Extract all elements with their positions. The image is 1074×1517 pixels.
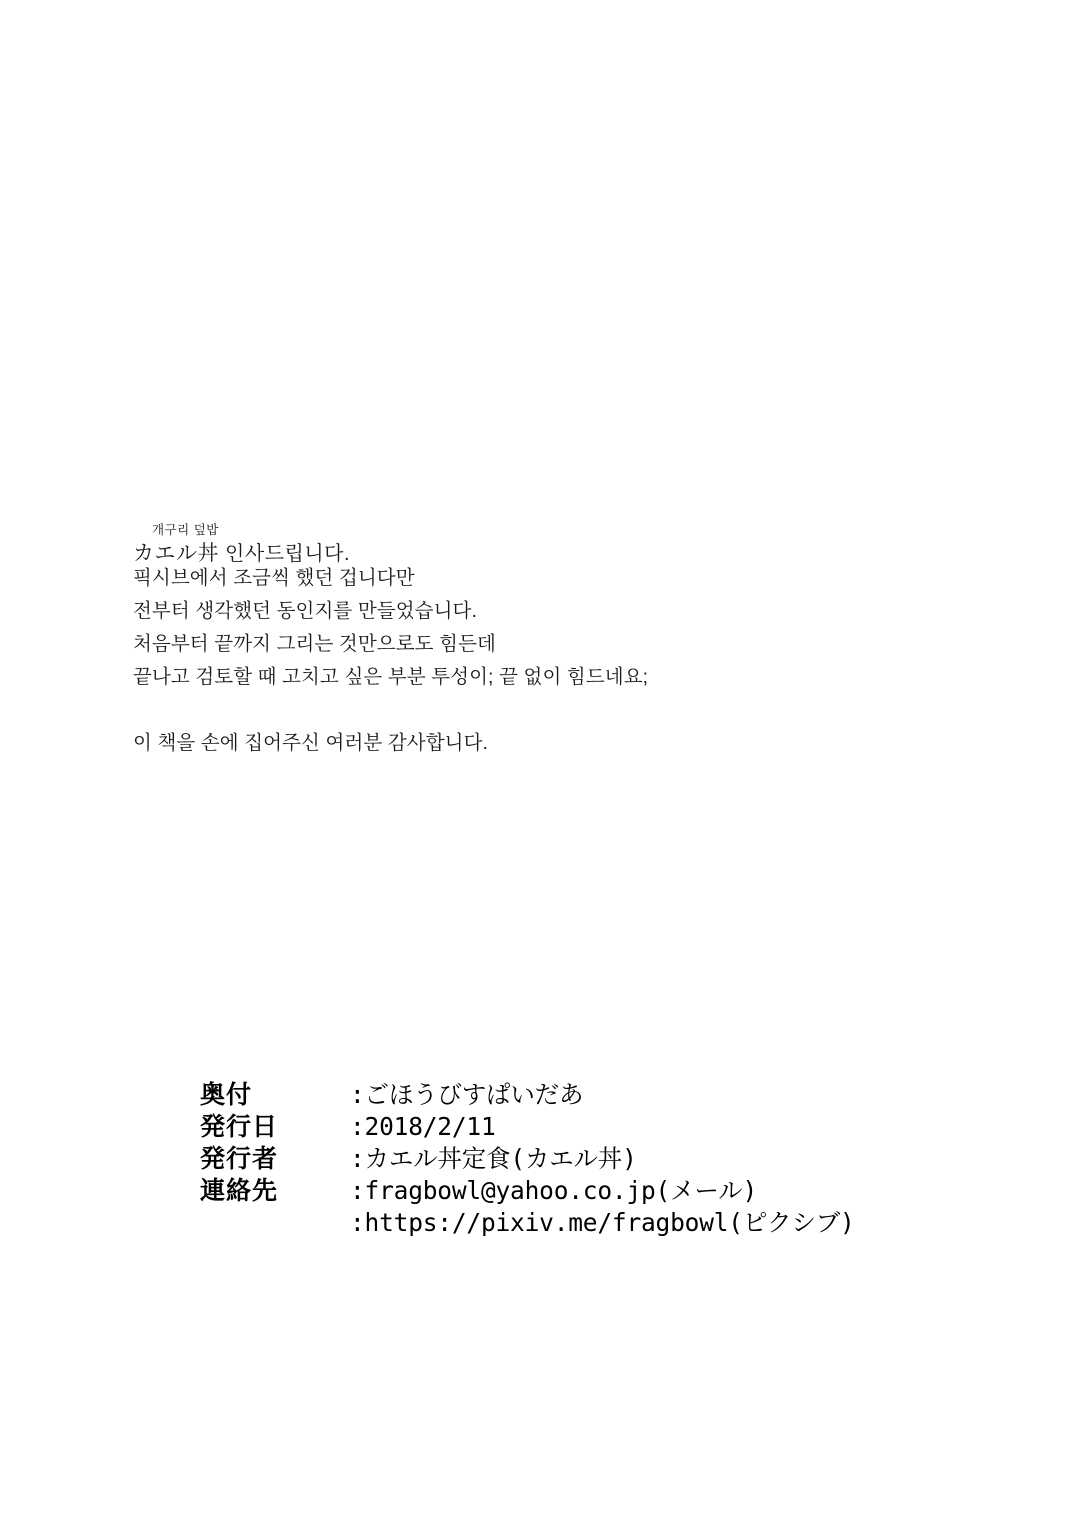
colophon-label: 発行日 <box>200 1112 279 1141</box>
afterword-heading-text <box>133 537 350 567</box>
afterword-line-2: 전부터 생각했던 동인지를 만들었습니다. <box>133 600 478 622</box>
afterword-line-3: 처음부터 끝까지 그리는 것만으로도 힘든데 <box>133 633 496 655</box>
afterword-spacer <box>133 694 953 727</box>
circle-name-jp: カエル丼 <box>133 541 219 565</box>
colophon-label: 奥付 <box>200 1080 253 1109</box>
colophon-value-email: :fragbowl@yahoo.co.jp(メール) <box>350 1176 758 1205</box>
colophon-value: :ごほうびすぱいだあ <box>350 1080 584 1109</box>
colophon-value: :2018/2/11 <box>350 1112 496 1141</box>
colophon-label: 連絡先 <box>200 1176 279 1205</box>
colophon-label: 発行者 <box>200 1144 279 1173</box>
afterword-block <box>133 520 953 760</box>
colophon-value-url: :https://pixiv.me/fragbowl(ピクシブ) <box>350 1208 855 1237</box>
afterword-line-1: 픽시브에서 조금씩 했던 겁니다만 <box>133 567 415 589</box>
colophon-row <box>200 1079 855 1111</box>
greeting-text: 인사드립니다. <box>219 543 351 565</box>
colophon-row <box>200 1143 855 1175</box>
afterword-closing-line: 이 책을 손에 집어주신 여러분 감사합니다. <box>133 732 489 754</box>
colophon-row <box>200 1111 855 1143</box>
colophon-row <box>200 1175 855 1207</box>
colophon-row <box>200 1207 855 1239</box>
ruby-annotation-text: 개구리 덮밥 <box>152 523 219 537</box>
colophon-block <box>200 1079 855 1239</box>
afterword-heading <box>133 520 953 565</box>
colophon-value: :カエル丼定食(カエル丼) <box>350 1144 637 1173</box>
afterword-line-4: 끝나고 검토할 때 고치고 싶은 부분 투성이; 끝 없이 힘드네요; <box>133 666 649 688</box>
